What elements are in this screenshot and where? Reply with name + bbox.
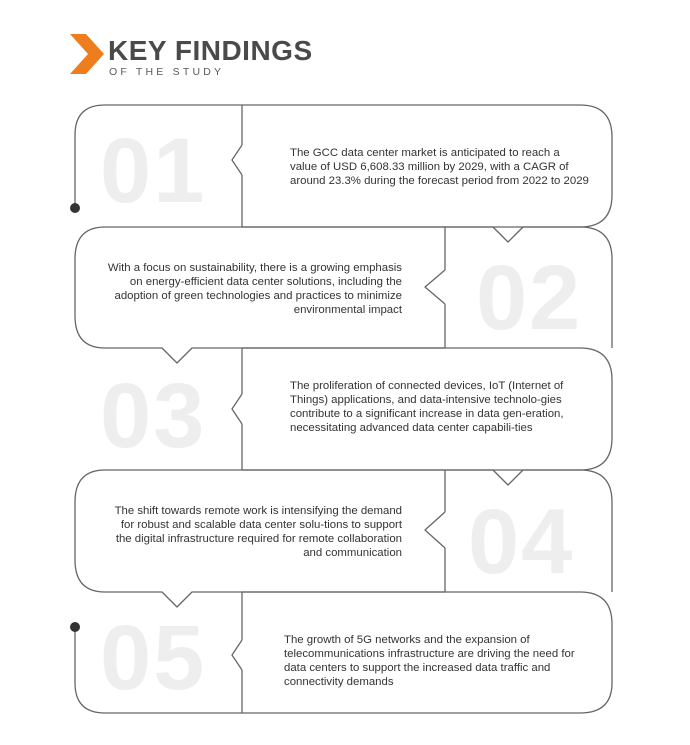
finding-04-text: The shift towards remote work is intensifying the demand for robust and scalable data center solu-tions to support the digital infrastructure required for remote collaboration and communication — [114, 505, 402, 559]
finding-03-text: The proliferation of connected devices, IoT (Internet of Things) applications, and data-intensive technolo-gies contribute to a significant increase in data gen-eration, necessitating advanced data center capabili-ties — [290, 380, 564, 434]
finding-03-number: 03 — [100, 365, 207, 467]
finding-01-number: 01 — [100, 120, 207, 222]
finding-05-number: 05 — [100, 607, 207, 709]
finding-04-number: 04 — [468, 491, 575, 593]
page-title: KEY FINDINGS — [108, 35, 313, 66]
timeline-end-dot — [70, 622, 80, 632]
finding-01-text: The GCC data center market is anticipated to reach a value of USD 6,608.33 million by 2029, with a CAGR of around 23.3% during the forecast period from 2022 to 2029 — [290, 147, 589, 187]
finding-02-text: With a focus on sustainability, there is a growing emphasis on energy-efficient data center solutions, including the adoption of green technologies and practices to minimize environmental impact — [107, 262, 402, 316]
page-subtitle: OF THE STUDY — [109, 66, 225, 78]
finding-05-text: The growth of 5G networks and the expansion of telecommunications infrastructure are driving the need for data centers to support the increased data traffic and connectivity demands — [284, 634, 575, 688]
timeline-start-dot — [70, 203, 80, 213]
finding-02-number: 02 — [476, 247, 583, 349]
